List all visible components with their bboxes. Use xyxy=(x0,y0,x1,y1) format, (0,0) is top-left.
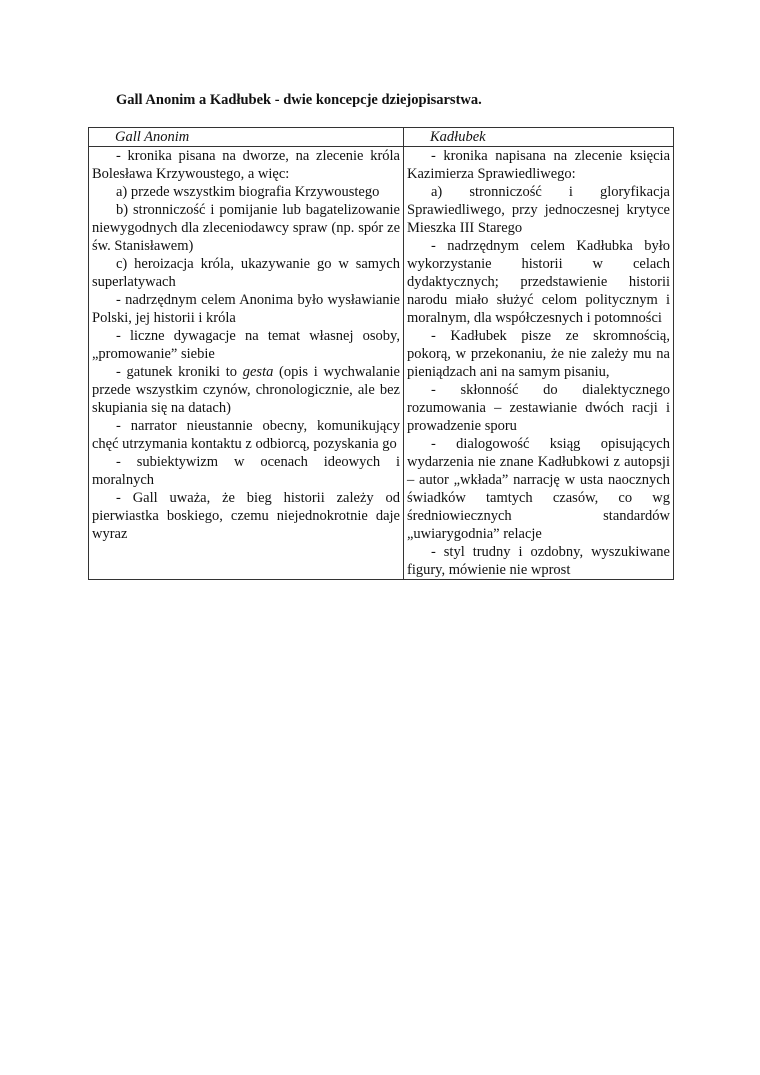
comparison-table xyxy=(88,127,674,580)
list-item: c) heroizacja króla, ukazywanie go w samych superlatywach xyxy=(92,256,400,290)
list-item: - Kadłubek pisze ze skromnością, pokorą, w przekonaniu, że nie zależy mu na pieniądzach ani na samym pisaniu, xyxy=(407,328,670,380)
list-item: - styl trudny i ozdobny, wyszukiwane figury, mówienie nie wprost xyxy=(407,544,670,578)
list-item: - dialogowość ksiąg opisujących wydarzenia nie znane Kadłubkowi z autopsji – autor „wkłada” narrację w usta naocznych świadków tamtych czasów, co wg średniowiecznych standardów „uwiarygodnia” relacje xyxy=(407,436,670,542)
list-item-genre xyxy=(92,363,400,417)
list-item: - liczne dywagacje na temat własnej osoby, „promowanie” siebie xyxy=(92,328,400,362)
kadlubek-cell xyxy=(404,147,674,580)
list-item: - kronika pisana na dworze, na zlecenie króla Bolesława Krzywoustego, a więc: xyxy=(92,148,400,182)
document-title: Gall Anonim a Kadłubek - dwie koncepcje dziejopisarstwa. xyxy=(116,92,482,108)
list-item: - nadrzędnym celem Kadłubka było wykorzystanie historii w celach dydaktycznych; przedstawienie historii narodu miało służyć celom politycznym i moralnym, dla współczesnych i potomności xyxy=(407,238,670,326)
list-item: a) przede wszystkim biografia Krzywoustego xyxy=(116,184,380,200)
list-item: - kronika napisana na zlecenie księcia Kazimierza Sprawiedliwego: xyxy=(407,148,670,182)
genre-text-after: (opis i wychwalanie przede wszystkim czynów, chronologicznie, ale bez skupiania się na datach) xyxy=(92,364,400,416)
list-item: - skłonność do dialektycznego rozumowania – zestawianie dwóch racji i prowadzenie sporu xyxy=(407,382,670,434)
list-item: a) stronniczość i gloryfikacja Sprawiedliwego, przy jednoczesnej krytyce Mieszka III Starego xyxy=(407,184,670,236)
table-header-row xyxy=(89,128,674,147)
column-header-gall: Gall Anonim xyxy=(89,128,404,147)
gall-cell xyxy=(89,147,404,580)
list-item: b) stronniczość i pomijanie lub bagatelizowanie niewygodnych dla zleceniodawcy spraw (np. spór ze św. Stanisławem) xyxy=(92,202,400,254)
genre-term: gesta xyxy=(242,364,274,380)
list-item: - nadrzędnym celem Anonima było wysławianie Polski, jej historii i króla xyxy=(92,292,400,326)
list-item: - narrator nieustannie obecny, komunikujący chęć utrzymania kontaktu z odbiorcą, pozyskania go xyxy=(92,418,400,452)
column-header-kadlubek: Kadłubek xyxy=(404,128,674,147)
list-item: - subiektywizm w ocenach ideowych i moralnych xyxy=(92,454,400,488)
list-item: - Gall uważa, że bieg historii zależy od pierwiastka boskiego, czemu niejednokrotnie daje wyraz xyxy=(92,490,400,542)
genre-text-before: - gatunek kroniki to xyxy=(116,364,243,380)
table-row xyxy=(89,147,674,580)
